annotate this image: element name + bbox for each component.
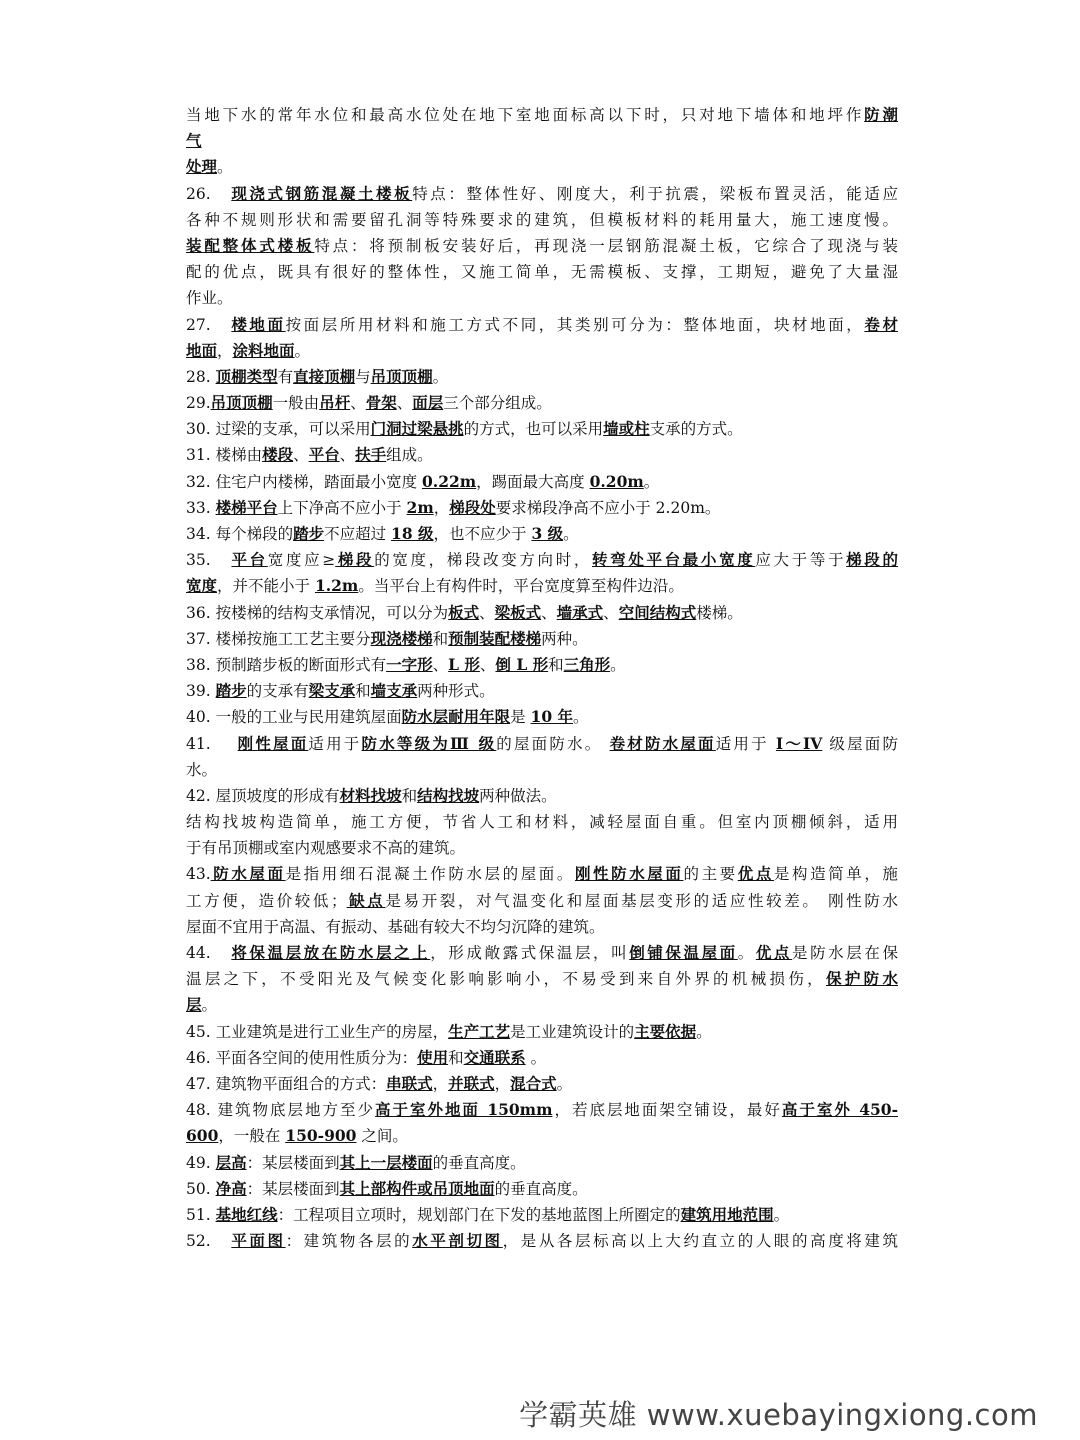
key-term: I～IV [775, 733, 823, 753]
text-line [186, 888, 898, 914]
key-term: 宽度 [186, 576, 218, 596]
text-line [186, 495, 898, 521]
text-line [186, 1123, 898, 1149]
text-run: 。 [573, 708, 589, 727]
key-term: 踏步 [215, 681, 247, 701]
key-term: 卷材 [864, 314, 898, 334]
key-term: 处理 [186, 157, 218, 177]
text-run: 42. 屋顶坡度的形成有 [186, 786, 340, 805]
key-term: 顶棚类型 [215, 366, 278, 386]
text-line [186, 757, 898, 783]
text-run: ，形成敞露式保温层，叫 [430, 944, 630, 962]
text-run: 配的优点，既具有很好的整体性，又施工简单，无需模板、支撑，工期短，避免了大量湿 [186, 263, 898, 282]
key-term: 防潮 [864, 105, 898, 124]
text-run: 35. [186, 551, 232, 570]
text-run: 适用于 [715, 734, 776, 753]
key-term: 骨架 [365, 393, 397, 413]
key-term: 吊顶顶棚 [210, 393, 273, 413]
text-line [186, 704, 898, 730]
key-term: 优点 [737, 864, 774, 884]
text-run: 温层之下，不受阳光及气候变化影响影响小，不易受到来自外界的机械损伤， [186, 970, 827, 989]
text-line [186, 940, 898, 966]
text-run: ，踢面最大高度 [476, 472, 590, 491]
text-run: 、 [339, 446, 356, 465]
text-run: 的宽度，梯段改变方向时， [374, 551, 593, 570]
key-term: 600 [186, 1126, 219, 1146]
text-run: 37. 楼梯按施工工艺主要分 [186, 629, 371, 648]
text-run: 47. 建筑物平面组合的方式： [186, 1074, 387, 1093]
key-term: 防水层耐用年限 [401, 707, 511, 727]
text-line [186, 573, 898, 599]
text-run: 。 [432, 367, 449, 386]
key-term: 梯段的 [846, 550, 898, 570]
key-term: 水平剖切图 [412, 1231, 503, 1251]
text-line [186, 966, 898, 992]
text-line [186, 233, 898, 259]
key-term: 三角形 [563, 654, 611, 674]
text-run: 、 [396, 394, 413, 413]
text-run: 是指用细石混凝土作防水层的屋面。 [285, 865, 575, 884]
text-run: 是构造简单，施 [773, 865, 898, 884]
key-term: 净高 [215, 1178, 247, 1198]
text-run: 和 [355, 682, 371, 701]
text-line [186, 1071, 898, 1097]
text-run: 屋面不宜用于高温、有振动、基础有较大不均匀沉降的建筑。 [186, 917, 605, 936]
text-run: 两种。 [541, 629, 588, 648]
key-term: 吊杆 [319, 393, 351, 413]
key-term: 平面图 [231, 1231, 286, 1251]
text-run: 。当平台上有构件时，平台宽度算至构件边沿。 [358, 577, 684, 596]
text-run: 、 [293, 446, 309, 465]
text-line [186, 861, 898, 887]
key-term: 刚性屋面 [237, 733, 309, 753]
text-run: 结构找坡构造简单，施工方便，节省人工和材料，减轻屋面自重。但室内顶棚倾斜，适用 [186, 813, 898, 832]
key-term: 装配整体式楼板 [186, 235, 315, 255]
text-line [186, 652, 898, 678]
text-run: 。 [294, 341, 311, 360]
text-run: 44. [186, 944, 232, 962]
text-run: 不应超过 [324, 525, 392, 543]
key-term: 0.22m [422, 471, 477, 491]
text-run: 两种形式。 [417, 682, 495, 701]
text-line [186, 128, 898, 154]
key-term: 2m [406, 497, 434, 517]
key-term: 其上部构件或吊顶地面 [339, 1178, 495, 1198]
key-term: 保护防水 [826, 969, 898, 989]
key-term: 将保温层放在防水层之上 [231, 943, 431, 962]
text-line [186, 390, 898, 416]
text-line [186, 285, 898, 311]
text-line [186, 783, 898, 809]
text-line [186, 1176, 898, 1202]
text-run: 楼梯。 [696, 603, 743, 622]
text-run: 31. 楼梯由 [186, 446, 263, 465]
key-term: 1.2m [314, 576, 359, 596]
key-term: 门洞过梁悬挑 [370, 419, 464, 439]
key-term: 现浇楼梯 [370, 628, 433, 648]
key-term: 涂料地面 [232, 340, 295, 360]
text-run: 的支承有 [246, 682, 309, 701]
key-term: 防水屋面 [210, 864, 286, 884]
key-term: 踏步 [293, 524, 325, 543]
text-line [186, 1228, 898, 1254]
key-term: 防水等级为Ⅲ 级 [361, 733, 497, 753]
text-run: 30. 过梁的支承，可以采用 [186, 420, 371, 439]
text-run: ， [217, 341, 233, 360]
key-term: 18 级 [391, 524, 434, 543]
text-run: 48. 建筑物底层地方至少 [186, 1101, 375, 1120]
text-run: ， [494, 1074, 511, 1093]
text-run: 特点：将预制板安装好后，再现浇一层钢筋混凝土板，它综合了现浇与装 [314, 236, 898, 255]
key-term: 楼地面 [231, 314, 286, 334]
text-run: 。 [525, 1048, 547, 1067]
text-run: 、 [479, 655, 496, 674]
text-line [186, 416, 898, 442]
text-line [186, 1097, 898, 1123]
key-term: 3 级 [531, 524, 564, 543]
text-line [186, 442, 898, 468]
text-run: 。 [217, 158, 233, 177]
document-body [186, 102, 898, 1254]
text-run: 是 [510, 708, 531, 727]
text-run: ，也不应少于 [433, 525, 532, 543]
text-line [186, 521, 898, 547]
key-term: 面层 [412, 393, 444, 413]
key-term: 梯段处 [449, 497, 496, 517]
text-run: 46. 平面各空间的使用性质分为： [186, 1048, 418, 1067]
text-run: 应大于等于 [755, 551, 847, 570]
key-term: 墙承式 [556, 602, 604, 622]
text-line [186, 207, 898, 233]
key-term: 刚性防水屋面 [574, 864, 684, 884]
text-run: ， [433, 498, 450, 517]
text-line [186, 181, 898, 207]
text-run: 26. [186, 184, 232, 203]
key-term: 一字形 [386, 654, 433, 674]
text-line [186, 678, 898, 704]
key-term: 梯段 [335, 550, 375, 570]
text-run: 。 [696, 1022, 712, 1041]
text-run: 的垂直高度。 [494, 1179, 588, 1198]
text-run: 适用于 [308, 734, 362, 753]
key-term: 层 [186, 995, 202, 1015]
key-term: 并联式 [448, 1073, 495, 1093]
key-term: 扶手 [355, 445, 387, 465]
text-run: ，一般在 [218, 1127, 286, 1146]
key-term: 梁板式 [494, 602, 542, 622]
key-term: 平台 [231, 550, 268, 570]
text-run: 和 [548, 655, 564, 674]
key-term: 转弯处平台最小宽度 [592, 550, 756, 570]
key-term: 现浇式钢筋混凝土楼板 [231, 183, 413, 203]
text-run: 与 [355, 367, 371, 386]
text-run: 。 [563, 525, 579, 543]
key-term: 高于室外 450- [781, 1100, 898, 1120]
site-watermark: 学霸英雄 www.xuebayingxiong.com [519, 1398, 1038, 1432]
text-run: 上下净高不应小于 [277, 498, 407, 517]
text-run: ：工程项目立项时，规划部门在下发的基地蓝图上所圈定的 [277, 1205, 681, 1224]
key-term: 使用 [417, 1047, 449, 1067]
text-line [186, 312, 898, 338]
key-term: 吊顶顶棚 [370, 366, 433, 386]
key-term: 地面 [186, 340, 218, 360]
text-run: 41. [186, 734, 238, 753]
text-run: 。 [643, 472, 660, 491]
key-term: 主要依据 [634, 1021, 697, 1041]
text-run: 38. 预制踏步板的断面形式有 [186, 655, 387, 674]
text-run: 33. [186, 498, 216, 517]
key-term: 建筑用地范围 [680, 1204, 774, 1224]
text-line [186, 626, 898, 652]
key-term: 高于室外地面 150mm [374, 1100, 553, 1120]
text-run: 34. 每个梯段的 [186, 525, 294, 543]
key-term: 直接顶棚 [293, 366, 356, 386]
key-term: 交通联系 [463, 1047, 526, 1067]
text-line [186, 992, 898, 1018]
key-term: 楼段 [262, 445, 294, 465]
key-term: 层高 [215, 1152, 247, 1172]
text-run: 之间。 [356, 1127, 408, 1146]
key-term: 气 [186, 131, 202, 151]
text-run: ，并不能小于 [217, 577, 315, 596]
key-term: 空间结构式 [618, 602, 697, 622]
text-run: 27. [186, 315, 232, 334]
text-run: 级屋面防 [822, 734, 898, 753]
text-run: 按面层所用材料和施工方式不同，其类别可分为：整体地面，块材地面， [285, 315, 865, 334]
text-line [186, 547, 898, 573]
text-run: 。 [556, 1074, 573, 1093]
key-term: 优点 [755, 943, 793, 962]
text-run: 的方式，也可以采用 [463, 420, 604, 439]
text-run: 和 [448, 1048, 464, 1067]
text-run: ：某层楼面到 [246, 1179, 340, 1198]
text-run: 40. 一般的工业与民用建筑屋面 [186, 708, 402, 727]
text-run: 45. 工业建筑是进行工业生产的房屋， [186, 1022, 449, 1041]
key-term: 板式 [448, 602, 480, 622]
key-term: 10 年 [530, 707, 573, 727]
text-run: 的屋面防水。 [496, 734, 610, 753]
text-line [186, 1019, 898, 1045]
text-line [186, 154, 898, 180]
key-term: 其上一层楼面 [339, 1152, 433, 1172]
text-line [186, 259, 898, 285]
text-run: 于有吊顶棚或室内观感要求不高的建筑。 [186, 839, 466, 858]
text-line [186, 102, 898, 128]
text-run: 、 [541, 603, 557, 622]
text-run: 有 [277, 367, 294, 386]
key-term: 基地红线 [215, 1204, 278, 1224]
text-run: 两种做法。 [479, 786, 557, 805]
key-term: 150-900 [285, 1126, 357, 1146]
key-term: 生产工艺 [448, 1021, 511, 1041]
text-run: 支承的方式。 [649, 420, 743, 439]
key-term: 墙支承 [370, 681, 418, 701]
key-term: 混合式 [510, 1073, 557, 1093]
text-run: 三个部分组成。 [443, 394, 552, 413]
key-term: 倒铺保温屋面 [629, 943, 738, 962]
text-run: 、 [603, 603, 619, 622]
text-run: 作业。 [186, 289, 233, 308]
text-run: 当地下水的常年水位和最高水位处在地下室地面标高以下时，只对地下墙体和地坪作 [186, 106, 865, 124]
text-line [186, 731, 898, 757]
text-run: 一般由 [272, 394, 320, 413]
text-line [186, 338, 898, 364]
text-run: 36. 按楼梯的结构支承情况，可以分为 [186, 603, 449, 622]
text-run: 工方便，造价较低； [186, 891, 347, 910]
key-term: 0.20m [589, 471, 644, 491]
text-line [186, 600, 898, 626]
text-run: 、 [432, 655, 449, 674]
key-term: 结构找坡 [417, 785, 480, 805]
text-run: 的垂直高度。 [432, 1153, 526, 1172]
key-term: 梁支承 [308, 681, 356, 701]
text-run: ， [432, 1074, 449, 1093]
text-run: 。 [201, 996, 218, 1015]
text-run: 特点：整体性好、刚度大，利于抗震，梁板布置灵活，能适应 [412, 184, 898, 203]
text-run: 要求梯段净高不应小于 2.20m。 [495, 498, 721, 517]
text-run: 。 [610, 655, 626, 674]
text-run: 是防水层在保 [792, 944, 898, 962]
text-run: 各种不规则形状和需要留孔洞等特殊要求的建筑，但模板材料的耗用量大，施工速度慢。 [186, 210, 898, 229]
text-run: 43. [186, 865, 211, 884]
text-line [186, 809, 898, 835]
text-run: 49. [186, 1153, 216, 1172]
text-run: 。 [737, 944, 756, 962]
key-term: 串联式 [386, 1073, 433, 1093]
text-run: 和 [401, 786, 418, 805]
key-term: 卷材防水屋面 [609, 733, 716, 753]
text-run: 28. [186, 367, 216, 386]
text-run: 是工业建筑设计的 [510, 1022, 635, 1041]
text-run: ，是从各层标高以上大约直立的人眼的高度将建筑 [502, 1232, 898, 1251]
text-run: 39. [186, 682, 216, 701]
text-line [186, 835, 898, 861]
key-term: L 形 [448, 654, 480, 674]
key-term: 缺点 [346, 890, 386, 910]
text-run: 组成。 [386, 446, 433, 465]
text-run: 的主要 [683, 865, 738, 884]
text-line [186, 364, 898, 390]
text-line [186, 1202, 898, 1228]
text-run: 29. [186, 394, 211, 413]
text-run: 宽度应≥ [267, 551, 336, 570]
text-run: 和 [432, 629, 449, 648]
key-term: 倒 L 形 [495, 654, 549, 674]
text-run: 32. 住宅户内楼梯，踏面最小宽度 [186, 472, 423, 491]
text-run: ：某层楼面到 [246, 1153, 340, 1172]
text-run: 50. [186, 1179, 216, 1198]
key-term: 墙或柱 [603, 419, 650, 439]
text-run: 水。 [186, 760, 218, 779]
text-run: 51. [186, 1205, 216, 1224]
text-run: 、 [350, 394, 366, 413]
text-run: ：建筑物各层的 [285, 1232, 413, 1251]
key-term: 材料找坡 [339, 785, 402, 805]
text-run: 。 [773, 1205, 790, 1224]
key-term: 预制装配楼梯 [448, 628, 542, 648]
text-line [186, 469, 898, 495]
text-line [186, 914, 898, 940]
text-run: ，若底层地面架空铺设，最好 [552, 1101, 782, 1120]
text-run: 是易开裂，对气温变化和屋面基层变形的适应性较差。 刚性防水 [385, 891, 898, 910]
key-term: 楼梯平台 [215, 497, 278, 517]
text-line [186, 1150, 898, 1176]
key-term: 平台 [308, 445, 340, 465]
text-line [186, 1045, 898, 1071]
text-run: 52. [186, 1232, 232, 1251]
text-run: 、 [479, 603, 495, 622]
